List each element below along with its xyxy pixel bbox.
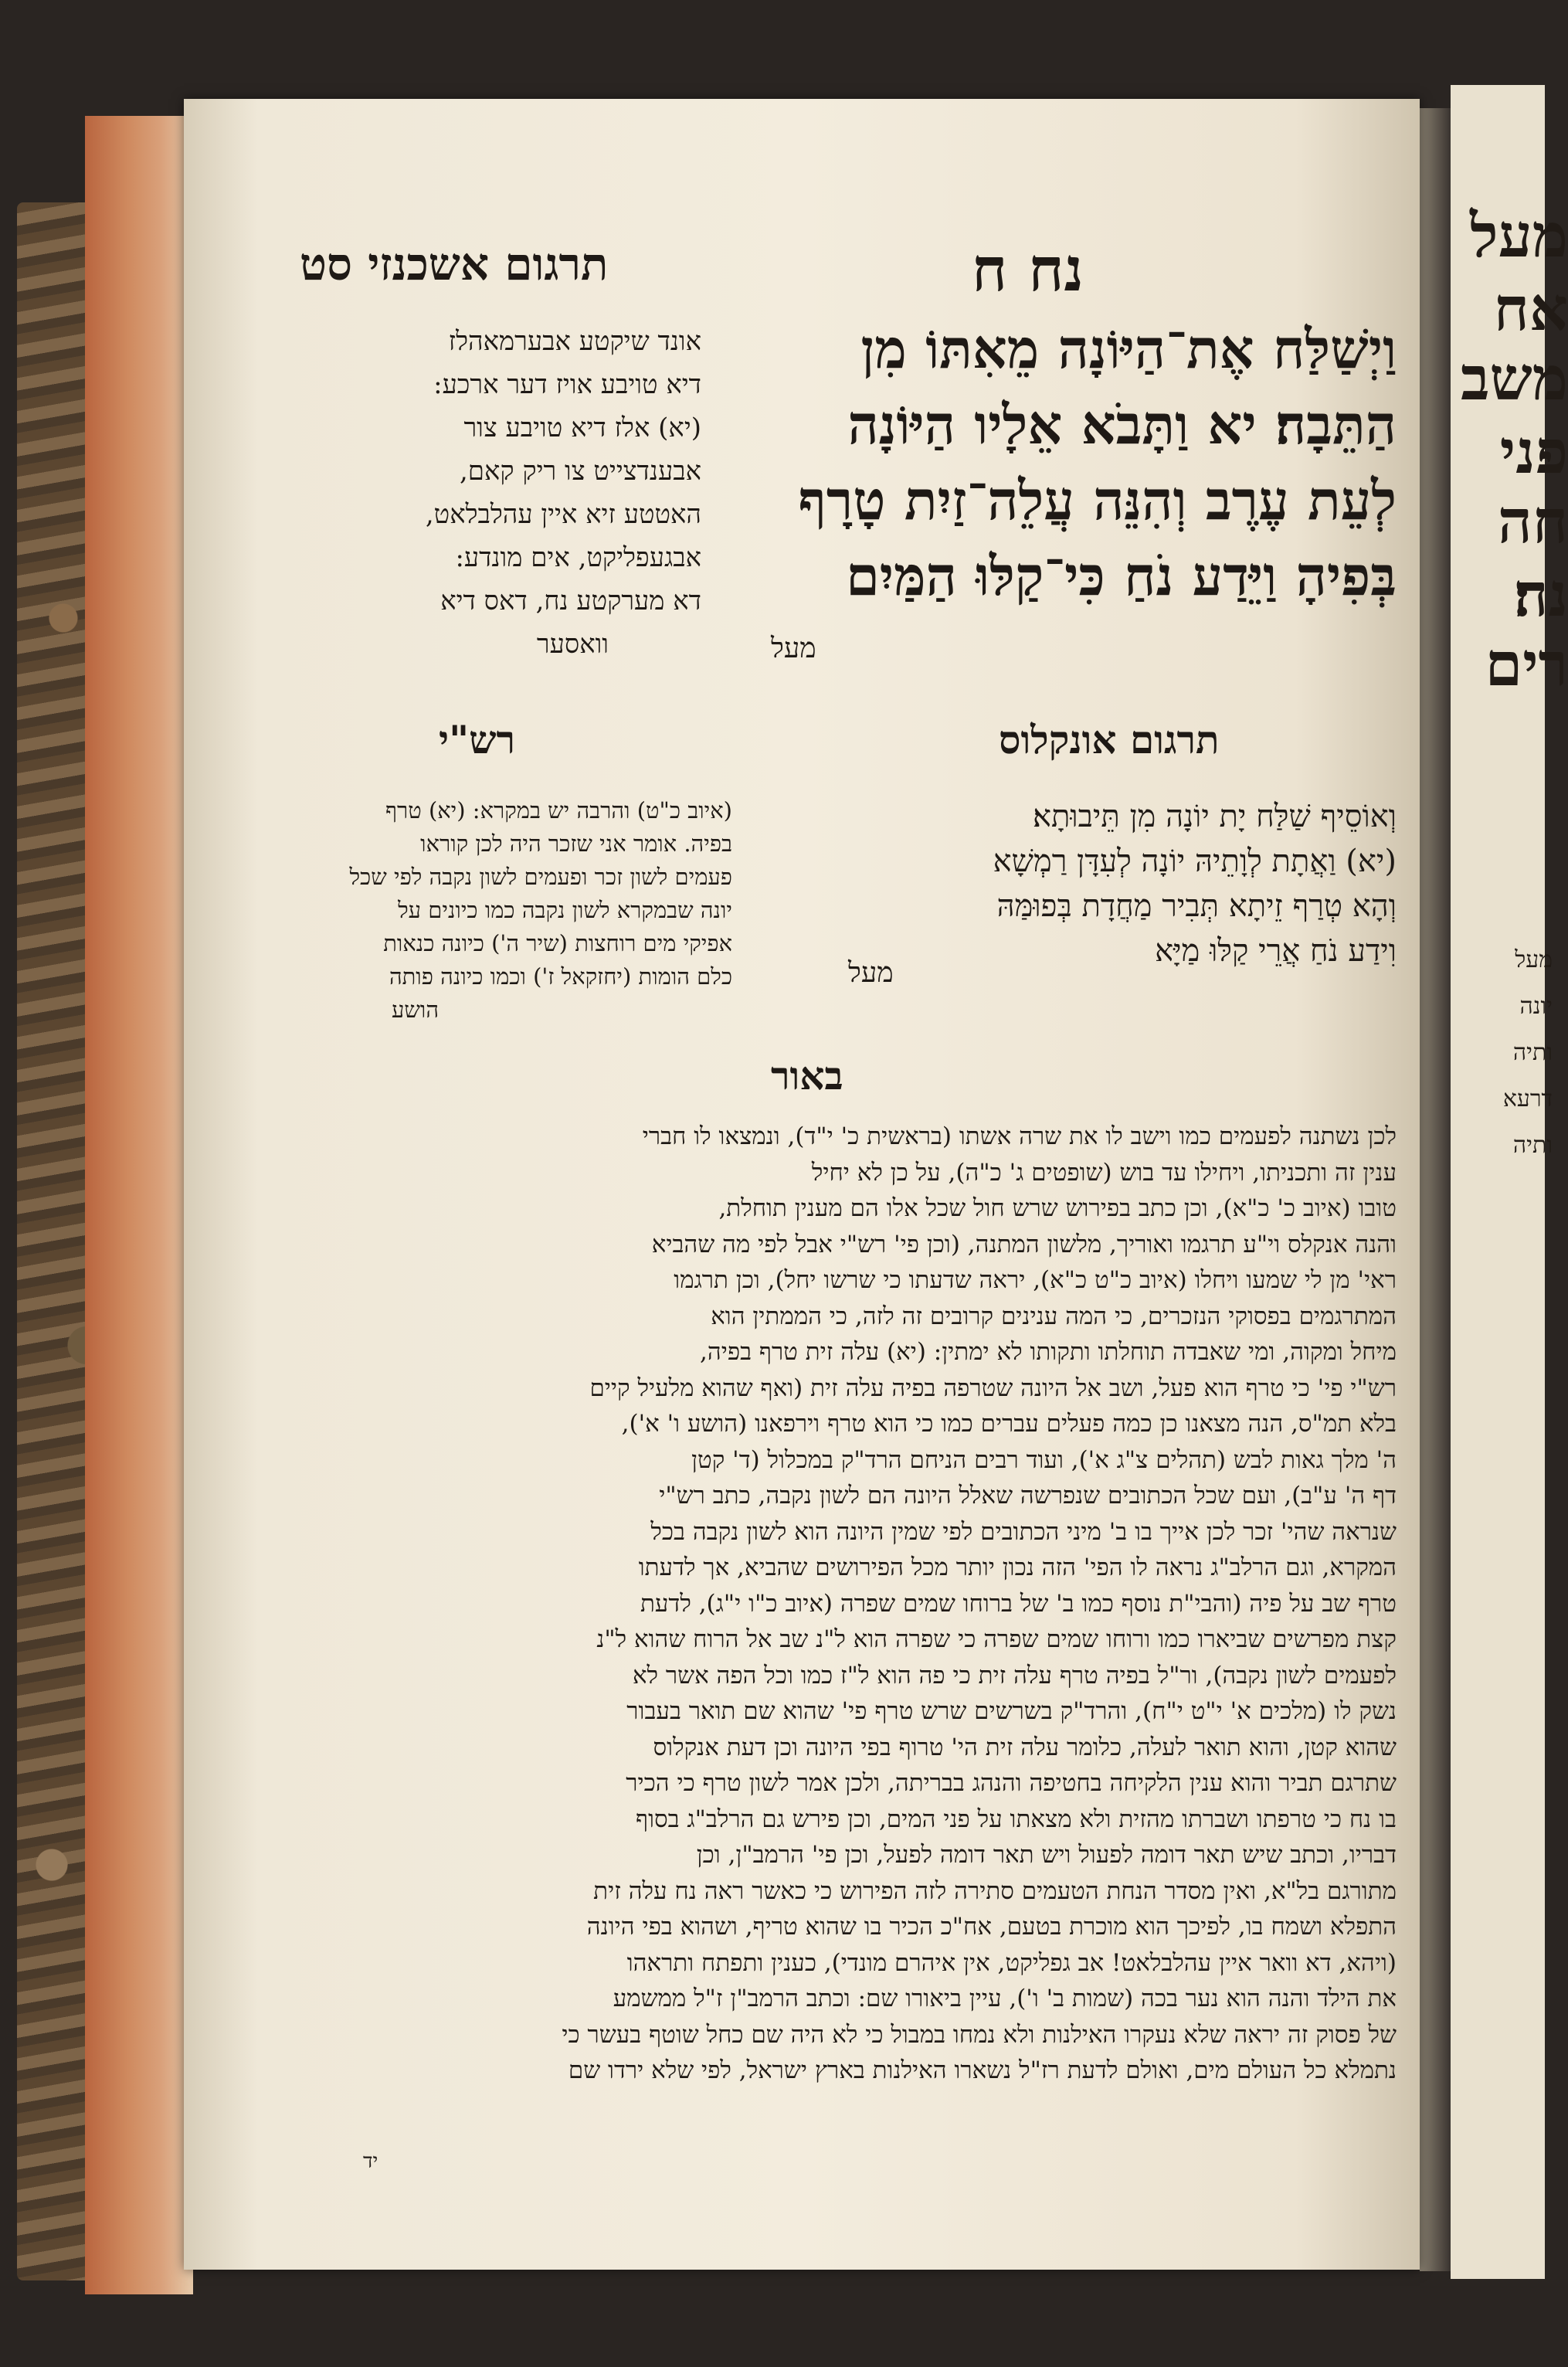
next-page-text-fragment: ותיה <box>1512 1132 1553 1159</box>
rashi-line: (איוב כ"ט) והרבה יש במקרא: (יא) טרף <box>385 797 732 824</box>
biur-line: ה' מלך גאות לבש (תהלים צ"ג א'), ועוד רבים הניחם הרד"ק במכלול (ד' קטן <box>691 1445 1397 1474</box>
rashi-line: פעמים לשון זכר ופעמים לשון נקבה לפי שכל <box>349 864 732 890</box>
next-page-verse-fragment: נה׃ <box>1513 560 1568 630</box>
biur-line: המקרא, וגם הרלב"ג נראה לו הפי' הזה נכון יותר מכל הפירושים שהביא, אך לדעתו <box>638 1554 1397 1581</box>
verse-line: הַתֵּבָה׃ יא וַתָּבֹא אֵלָיו הַיּוֹנָה <box>847 392 1397 457</box>
next-page-text-fragment: יונה <box>1519 993 1553 1020</box>
biur-line: מיחל ומקוה, ומי שאבדה תוחלתו ותקותו לא ימתין: (יא) עלה זית טרף בפיה, <box>700 1338 1397 1366</box>
biur-line: בלא תמ"ס, הנה מצאנו כן כמה פעלים עברים כמו כי הוא טרף וירפאנו (הושע ו' א'), <box>621 1410 1397 1438</box>
rashi-line: הושע <box>391 997 439 1023</box>
next-page-verse-fragment: משב <box>1460 344 1568 414</box>
biur-title: באור <box>771 1053 843 1099</box>
verse-catchword: מעל <box>771 633 816 664</box>
next-page-verse-fragment: אח <box>1493 274 1568 345</box>
biur-line: מתורגם בל"א, ואין מסדר הנחת הטעמים סתירה לזה הפירוש כי כאשר ראה נח עלה זית <box>593 1876 1397 1905</box>
translation-line: האטטע זיא איין עהלבלאט, <box>425 499 701 530</box>
next-page-fragment <box>1451 85 1568 2279</box>
biur-line: שהוא קטן, והוא תואר לעלה, כלומר עלה זית הי' טרוף בפי היונה וכן דעת אנקלוס <box>653 1733 1397 1761</box>
running-header-right: נח ח <box>972 235 1084 305</box>
translation-line: אבגעפליקט, אים מונדע: <box>455 542 701 573</box>
next-page-verse-fragment: מעל <box>1470 201 1568 271</box>
rashi-line: אפיקי מים רוחצות (שיר ה') כיונה כנאות <box>383 930 732 956</box>
biur-line: שתרגם תביר והוא ענין הלקיחה בחטיפה והנהג בבריתה, ולכן אמר לשון טרף כי הכיר <box>626 1769 1397 1797</box>
verse-line: וַיְשַׁלַּח אֶת־הַיּוֹנָה מֵאִתּוֹ מִן <box>860 317 1397 381</box>
onkelos-block <box>763 794 1397 973</box>
biur-line: טובו (איוב כ' כ"א), וכן כתב בפירוש שרש חול שכל אלו הם מענין תוחלת, <box>718 1194 1397 1222</box>
german-translation-block <box>300 320 701 666</box>
book-page <box>184 99 1420 2270</box>
translation-line: דא מערקטע נח, דאס דיא <box>440 586 701 616</box>
biur-line: נשק לו (מלכים א' י"ט י"ח), והרד"ק בשרשים שרש טרף פי' שהוא שם תואר בעבור <box>626 1697 1397 1725</box>
biur-line: רש"י פי' כי טרף הוא פעל, ושב אל היונה שטרפה בפיה עלה זית (ואף שהוא מלעיל קיים <box>589 1374 1397 1402</box>
biur-line: דף ה' ע"ב), ועם שכל הכתובים שנפרשה שאלל היונה הם לשון נקבה, כתב רש"י <box>659 1482 1397 1510</box>
biur-line: שנראה שהי' זכר לכן אייך בו ב' מיני הכתובים לפי שמין היונה הוא לשון נקבה בכל <box>650 1517 1397 1546</box>
translation-line: אבענדצייט צו ריק קאם, <box>460 456 701 487</box>
rashi-line: כלם הומות (יחזקאל ז') וכמו כיונה פותה <box>389 963 732 990</box>
torah-verse-block <box>717 311 1397 614</box>
onkelos-title: תרגום אונקלוס <box>999 717 1220 762</box>
translation-line: דיא טויבע אויז דער ארכע: <box>433 369 701 400</box>
book-gutter <box>1420 108 1451 2271</box>
biur-line: ענין זה ותכניתו, ויחילו עד בוש (שופטים ג' כ"ה), על כן לא יחיל <box>811 1158 1397 1187</box>
next-page-verse-fragment: חה <box>1497 487 1568 557</box>
biur-line: את הילד והנה הוא נער בכה (שמות ב' ו'), עיין ביאורו שם: וכתב הרמב"ן ז"ל ממשמע <box>613 1985 1397 2012</box>
next-page-text-fragment: מעל <box>1515 946 1553 973</box>
onkelos-line: וִידַע נֹחַ אֲרֵי קַלּוּ מַיָּא <box>1155 933 1397 969</box>
rashi-line: יונה שבמקרא לשון נקבה כמו כיונים על <box>398 897 732 923</box>
biur-line: טרף שב על פיה (והבי"ת נוסף כמו ב' של ברוחו שמים שפרה (איוב כ"ו י"ג), לדעת <box>640 1589 1397 1618</box>
biur-line: לכן נשתנה לפעמים כמו וישב לו את שרה אשתו (בראשית כ' י"ד), ונמצאו לו חברי <box>642 1122 1397 1150</box>
biur-commentary-block <box>300 1119 1397 2089</box>
biur-line: ראי' מן לי שמעו ויחלו (איוב כ"ט כ"א), יראה שדעתו כי שרשו יחל), וכן תרגמו <box>674 1266 1397 1294</box>
rashi-block <box>300 794 732 1027</box>
page-edges <box>85 116 193 2294</box>
rashi-title: רש"י <box>439 717 516 762</box>
next-page-verse-fragment: פני <box>1499 417 1568 487</box>
biur-line: בו נח כי טרפתו ושברתו מהזית ולא מצאתו על פני המים, וכן פירש גם הרלב"ג בסוף <box>636 1805 1397 1833</box>
onkelos-line: (יא) וַאֲתָת לְוָתֵיהּ יוֹנָה לְעִדָּן רַמְשָׁא <box>993 844 1397 879</box>
next-page-text-fragment: ותיה <box>1512 1039 1553 1066</box>
biur-line: של פסוק זה יראה שלא נעקרו האילנות ולא נמחו במבול כי לא היה שם כחל שוטף בעשר כי <box>562 2020 1397 2049</box>
biur-line: קצת מפרשים שביארו כמו ורוחו שמים שפרה כי שפרה הוא ל"נ שב אל הרוח שהוא ל"נ <box>596 1625 1397 1653</box>
biur-line: (ויהא, דא וואר איין עהלבלאט! אב גפליקט, אין איהרם מונדי), כענין ותפתח ותראהו <box>626 1948 1397 1977</box>
onkelos-catchword: מעל <box>848 957 894 989</box>
rashi-line: בפיה. אומר אני שזכר היה לכן קוראו <box>420 830 732 857</box>
translation-line: אונד שיקטע אבערמאהלז <box>448 326 701 357</box>
biur-line: המתרגמים בפסוקי הנזכרים, כי המה ענינים קרובים זה לזה, כי הממתין הוא <box>711 1302 1397 1330</box>
translation-line: וואסער <box>536 629 609 660</box>
biur-line: דבריו, וכתב שיש תאר דומה לפעול ויש תאר דומה לפעל, וכן פי' הרמב"ן, וכן <box>696 1841 1397 1869</box>
biur-line: והנה אנקלס וי"ע תרגמו ואוריך, מלשון המתנה, (וכן פי' רש"י אבל לפי מה שהביא <box>651 1230 1397 1258</box>
biur-line: נתמלא כל העולם מים, ואולם לדעת רז"ל נשארו האילנות בארץ ישראל, לפי שלא ירדו שם <box>568 2056 1397 2084</box>
onkelos-line: וְאוֹסֵיף שַׁלַּח יָת יוֹנָה מִן תֵּיבוּתָא׃ <box>1032 799 1397 834</box>
next-page-text-fragment: דרעא <box>1502 1085 1553 1112</box>
biur-line: התפלא ושמח בו, לפיכך הוא מוכרת בטעם, אח"כ הכיר בו שהוא טריף, ושהוא בפי היונה <box>586 1913 1397 1941</box>
running-header-left: תרגום אשכנזי סט <box>300 238 609 290</box>
next-page-verse-fragment: רים <box>1485 630 1568 700</box>
biur-line: לפעמים לשון נקבה), ור"ל בפיה טרף עלה זית כי פה הוא ל"ז כמו וכל הפה אשר לא <box>632 1661 1397 1690</box>
translation-line: (יא) אלז דיא טויבע צור <box>463 413 701 443</box>
verse-line: לְעֵת עֶרֶב וְהִנֵּה עֲלֵה־זַיִת טָרָף <box>798 468 1397 532</box>
onkelos-line: וְהָא טְרַף זֵיתָא תְּבִיר מַחֲדָת בְּפוּמַּהּ <box>996 888 1397 924</box>
verse-line: בְּפִיהָ וַיֵּדַע נֹחַ כִּי־קַלּוּ הַמַּיִם <box>846 544 1397 608</box>
printer-signature: יד <box>363 2150 378 2173</box>
